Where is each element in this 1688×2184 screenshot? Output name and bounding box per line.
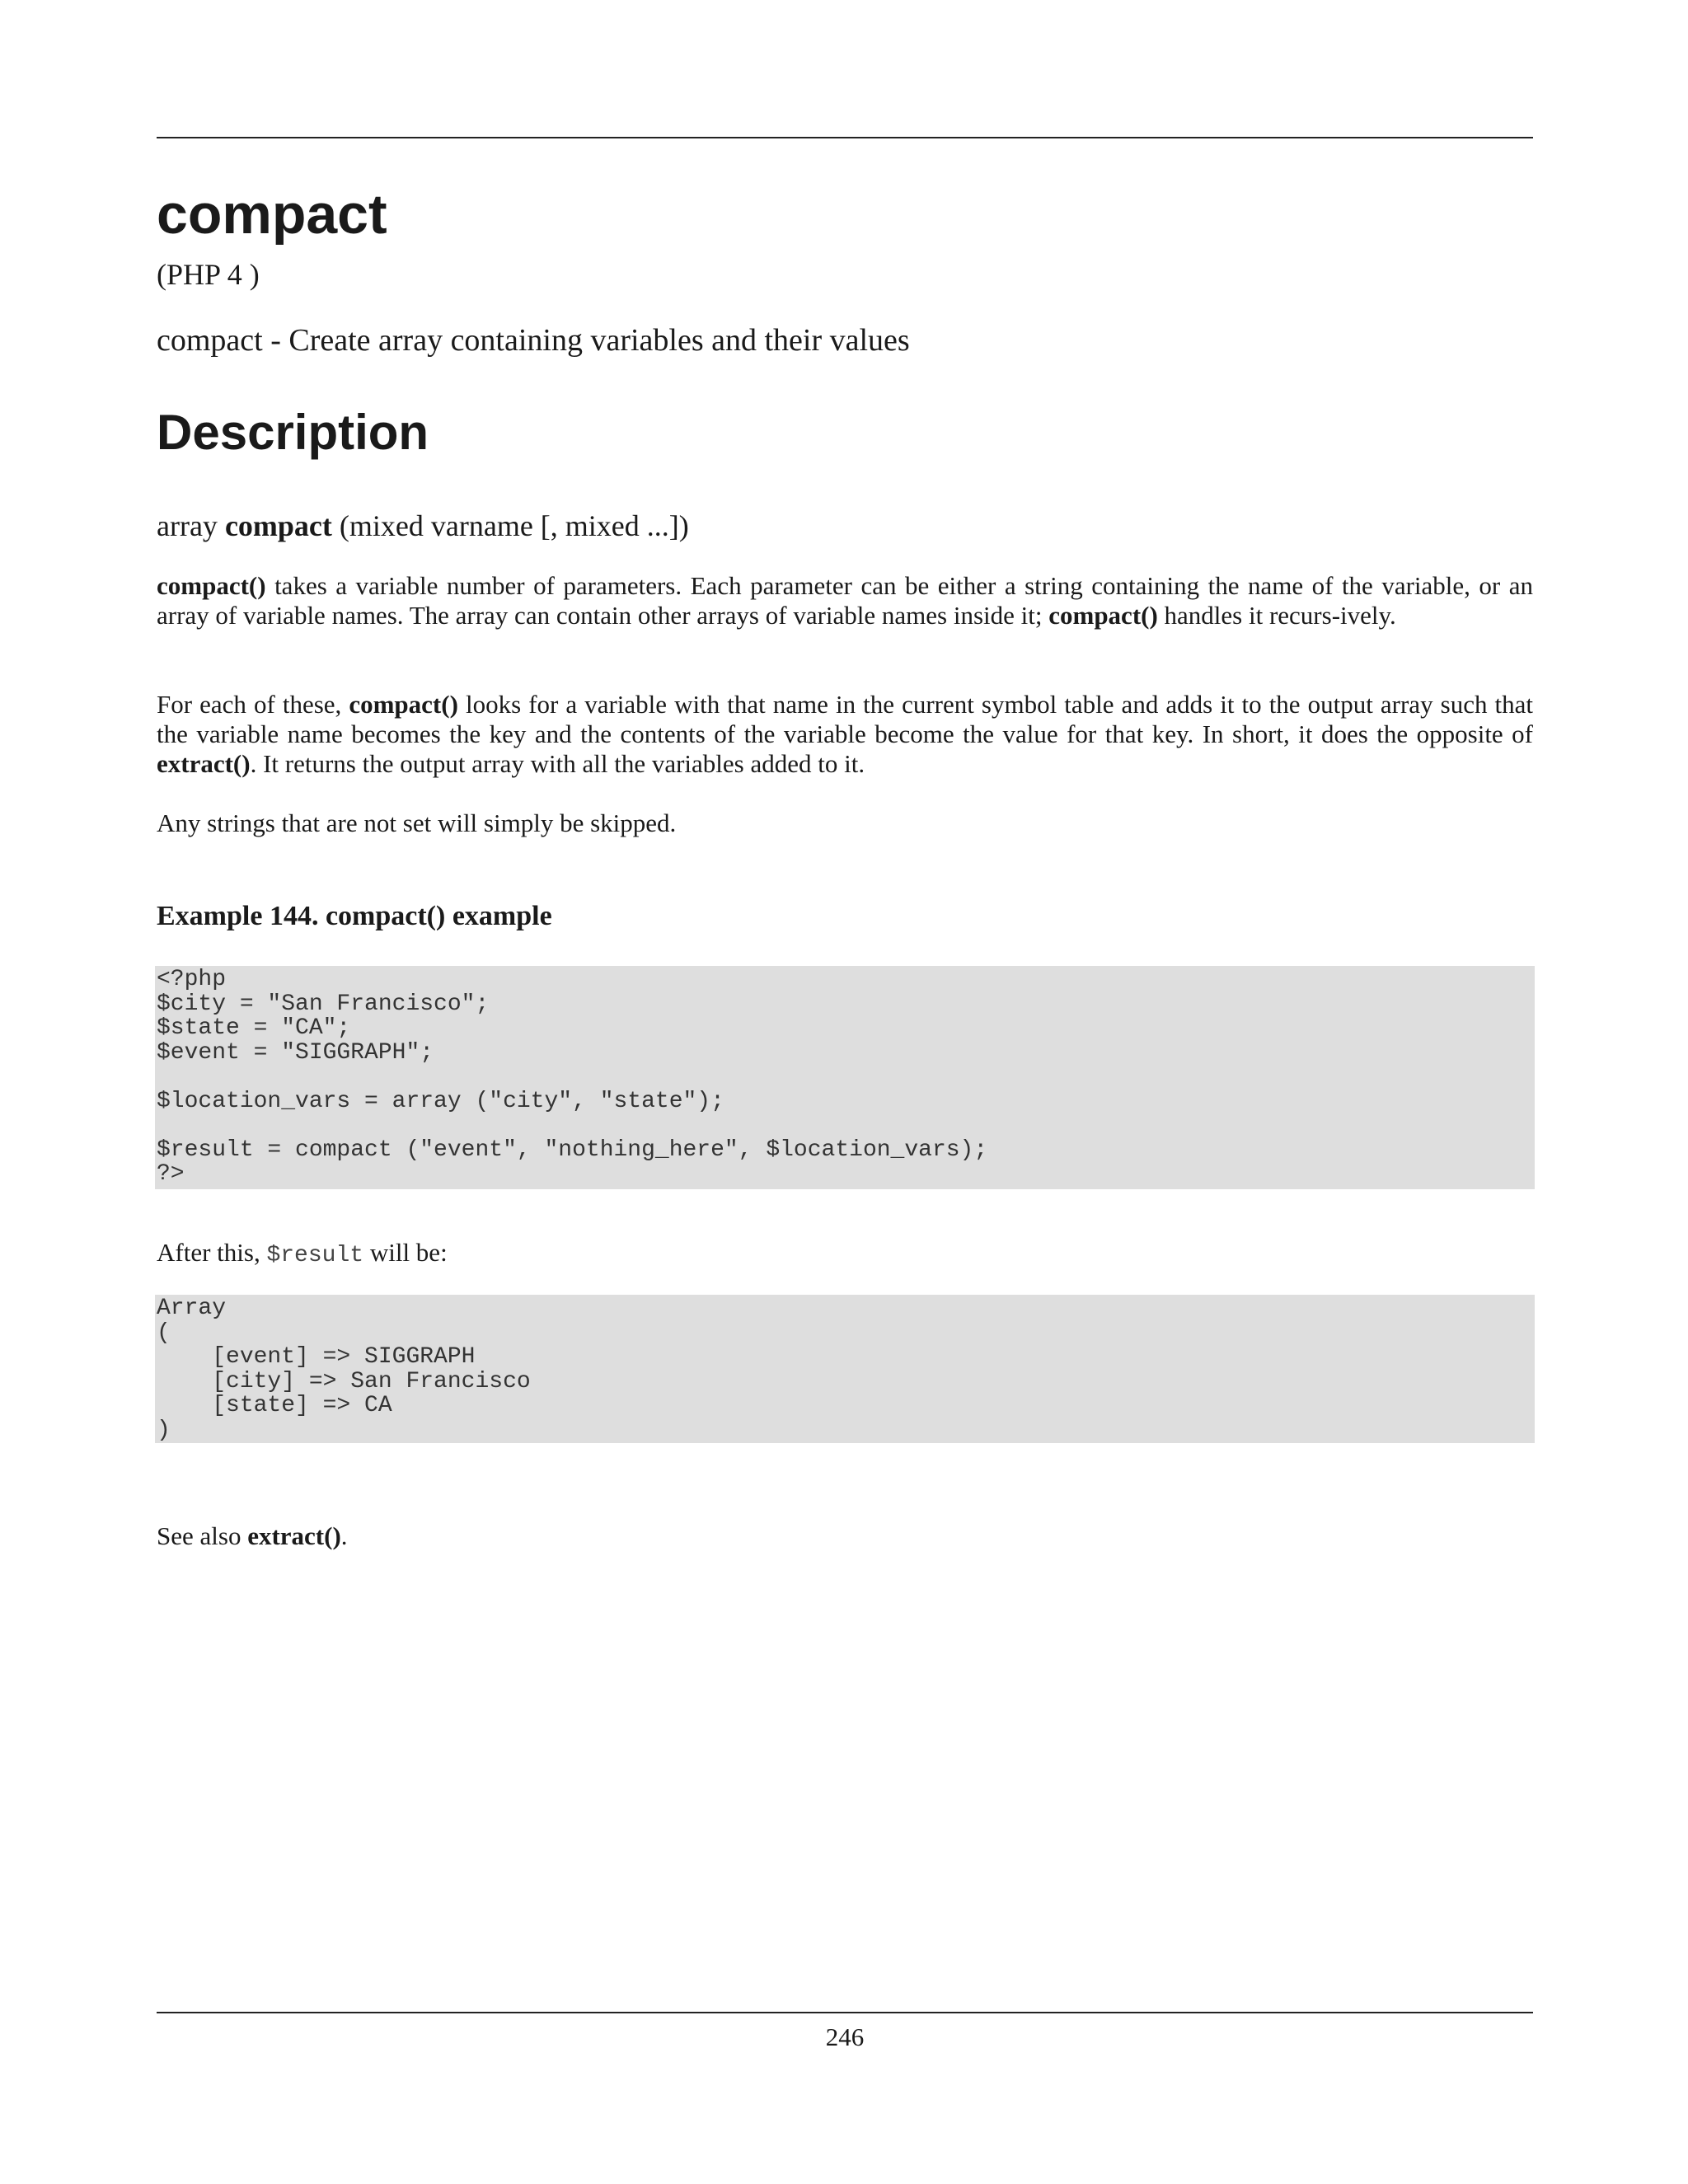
page-number: 246: [825, 2022, 865, 2051]
synopsis-function-name: compact: [224, 509, 332, 542]
function-link-extract[interactable]: extract(): [157, 749, 251, 778]
header-rule: [157, 137, 1533, 138]
see-also-text: See also: [157, 1521, 248, 1550]
document-page: [157, 0, 1533, 2184]
example-code-block: <?php $city = "San Francisco"; $state = "CA"; $event = "SIGGRAPH"; $location_vars = array ("city", "state"); $result = compact ("event", "nothing_here", $location_vars); ?>: [155, 966, 1535, 1189]
description-heading: Description: [157, 405, 429, 460]
paragraph-text: For each of these,: [157, 690, 349, 719]
see-also: [157, 1521, 348, 1551]
caption-text: After this,: [157, 1238, 267, 1267]
synopsis-params: (mixed varname [, mixed ...]): [339, 509, 689, 542]
paragraph-text: . It returns the output array with all the variables added to it.: [250, 749, 865, 778]
function-purpose: compact - Create array containing variables and their values: [157, 323, 910, 358]
paragraph-text: handles it recurs-ively.: [1157, 601, 1396, 630]
paragraph-text: takes a variable number of parameters. Each parameter can be either a string containing the name of the variable, or an array of variable names. The array can contain other arrays of variable names inside it;: [157, 571, 1533, 630]
function-ref: compact(): [349, 690, 458, 719]
description-paragraph-1: [157, 571, 1533, 630]
see-also-text: .: [340, 1521, 348, 1550]
description-paragraph-3: Any strings that are not set will simply be skipped.: [157, 808, 677, 837]
description-paragraph-2: [157, 690, 1533, 779]
result-variable: $result: [266, 1243, 364, 1268]
paragraph-text: looks for a variable with that name in the current symbol table and adds it to the output array such that the variable name becomes the key and the contents of the variable become the value for that key. In short, it does the opposite of: [157, 690, 1533, 748]
function-synopsis: [157, 509, 689, 544]
synopsis-return-type: array: [157, 509, 218, 542]
example-output-block: Array ( [event] => SIGGRAPH [city] => San Francisco [state] => CA ): [155, 1295, 1535, 1443]
page-title: compact: [157, 183, 387, 246]
version-info: (PHP 4 ): [157, 258, 260, 291]
example-title: Example 144. compact() example: [157, 901, 552, 931]
function-ref: compact(): [1048, 601, 1158, 630]
caption-text: will be:: [363, 1238, 448, 1267]
example-result-caption: [157, 1238, 448, 1271]
see-also-link-extract[interactable]: extract(): [247, 1521, 341, 1550]
function-ref: compact(): [157, 571, 266, 600]
